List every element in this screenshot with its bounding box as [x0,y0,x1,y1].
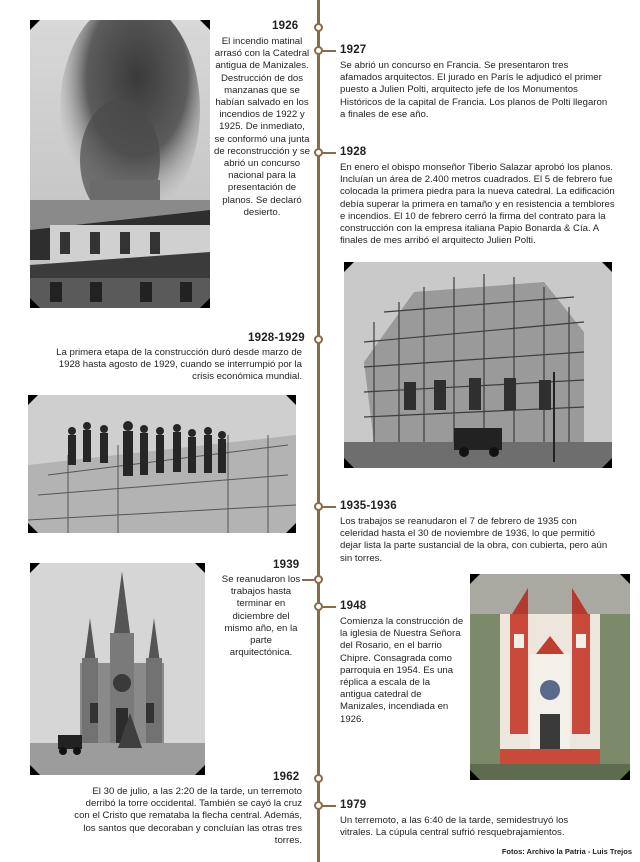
photo-cathedral-1939 [30,563,205,775]
timeline-line [317,0,320,862]
event-text-1928-1929: La primera etapa de la construcción duró desde marzo de 1928 hasta agosto de 1929, cuando se interrumpió por la crisis económica mundial. [56,347,302,383]
year-1935-1936: 1935-1936 [340,500,397,512]
year-1962: 1962 [273,771,300,783]
photo-fire-1926 [30,20,210,308]
event-text-1948: Comienza la construcción de la iglesia de Nuestra Señora del Rosario, en el barrio Chipre. Consagrada como parroquia en 1954. Es una réplica a escala de la antigua catedral de Manizales, incendiada en 1926. [340,616,464,725]
photo-credit: Fotos: Archivo la Patria - Luis Trejos [501,847,632,856]
timeline-dot-1928-1929 [314,335,323,344]
year-1927: 1927 [340,44,367,56]
event-text-1926: El incendio matinal arrasó con la Catedral antigua de Manizales. Destrucción de dos manzanas que se habían salvado en los incendios de 1922 y 1925. De inmediato, se conformó una junta de reconstrucción y se abrió un concurso nacional para la presentación de planos. Se declaró desierto. [214,36,310,218]
timeline-dot-1926 [314,23,323,32]
timeline-dot-1939 [314,575,323,584]
event-text-1939: Se reanudaron los trabajos hasta terminar en diciembre del mismo año, en la parte arquitectónica. [221,574,301,659]
photo-workers-1928-1929 [28,395,296,533]
year-1939: 1939 [273,559,300,571]
event-text-1979: Un terremoto, a las 6:40 de la tarde, semidestruyó los vitrales. La cúpula central sufrió resquebrajamientos. [340,815,569,839]
year-1928-1929: 1928-1929 [248,332,305,344]
event-text-1927: Se abrió un concurso en Francia. Se presentaron tres afamados arquitectos. El jurado en París le adjudicó el primer puesto a Julien Polti, arquitecto jefe de los Monumentos Históricos de la capital de Francia. Los planos de Polti llegaron a finales de ese año. [340,60,608,120]
year-1928: 1928 [340,146,367,158]
year-1948: 1948 [340,600,367,612]
timeline-dot-1962 [314,774,323,783]
event-text-1962: El 30 de julio, a las 2:20 de la tarde, un terremoto derribó la torre occidental. También se cayó la cruz con el Cristo que remataba la flecha central. Además, los santos que decoraban y concluían las otras tres torres. [74,786,302,846]
photo-scaffolding-1928 [344,262,612,468]
photo-chipre-church-1948 [470,574,630,780]
event-text-1928: En enero el obispo monseñor Tiberio Salazar aprobó los planos. Incluían un área de 2.400 metros cuadrados. El 5 de febrero fue colocada la primera piedra para la nueva catedral. La edificación debía superar la primera en tamaño y en resistencia a temblores e incendios. El 10 de febrero cerró la firma del contrato para la construcción con la empresa italiana Papio Bonarda & Cía. A finales de mes arribó el arquitecto Julien Polti. [340,162,615,247]
year-1926: 1926 [272,20,299,32]
year-1979: 1979 [340,799,367,811]
event-text-1935-1936: Los trabajos se reanudaron el 7 de febrero de 1935 con celeridad hasta el 30 de noviembre de 1936, lo que permitió dejar lista la parte sustancial de la obra, con cubierta, pero aún sin torres. [340,516,608,564]
